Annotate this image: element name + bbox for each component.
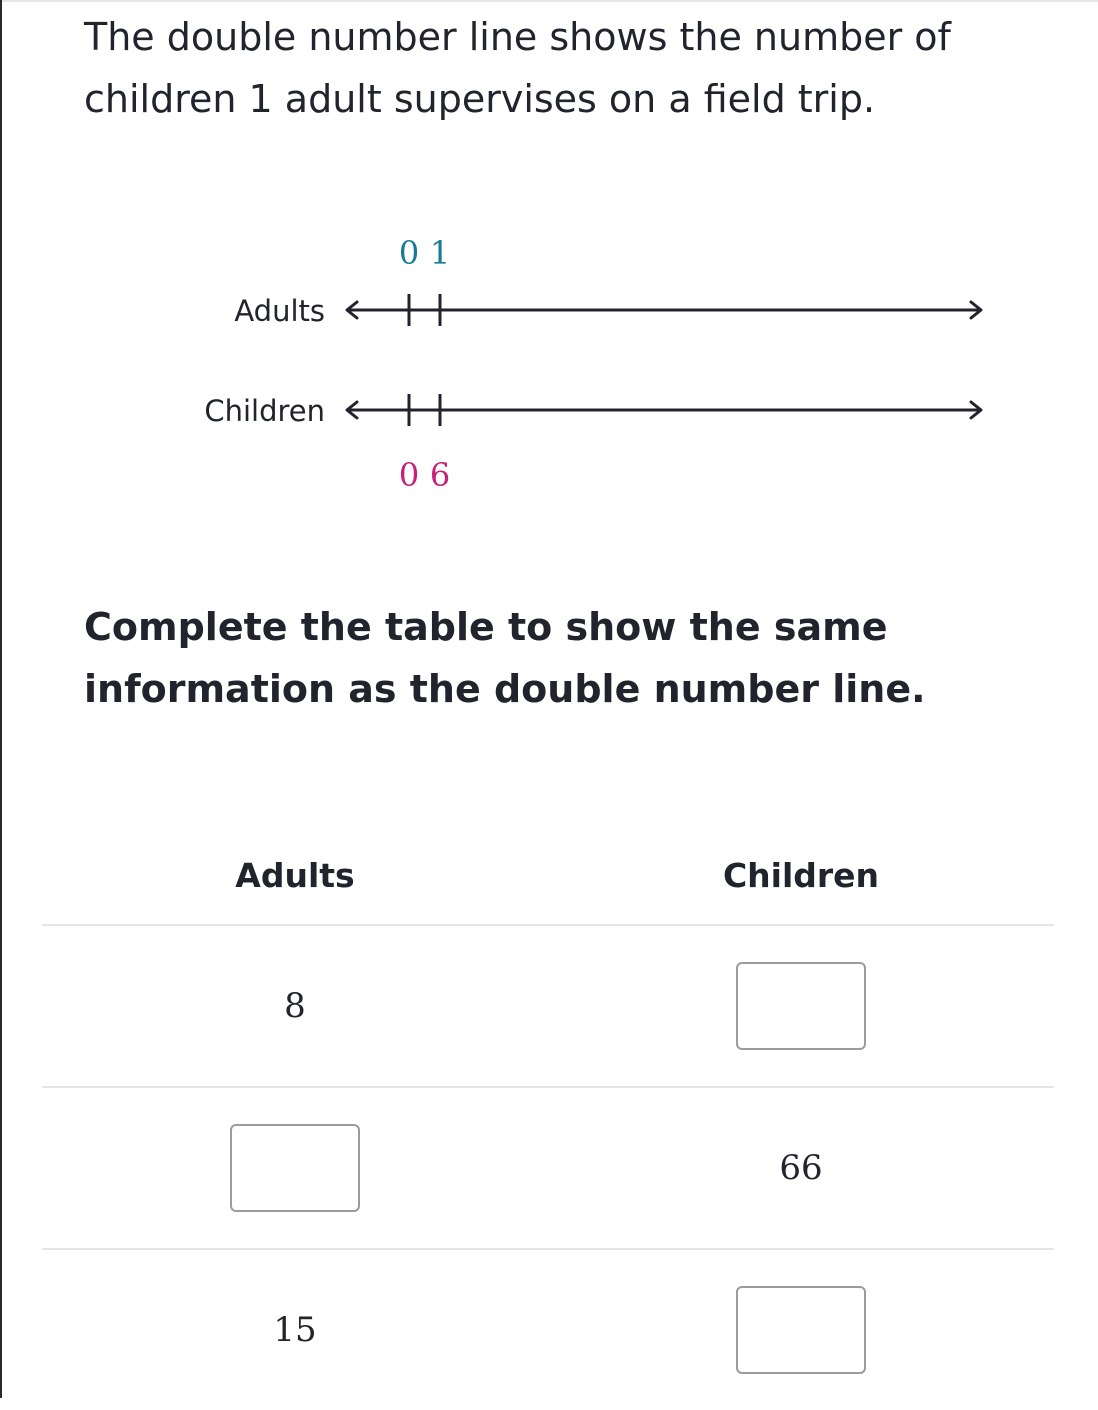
row-2-adults-cell (42, 1088, 548, 1248)
row-2-children-value: 66 (779, 1148, 823, 1188)
row-3-children-cell (548, 1250, 1054, 1410)
children-tick-label-0: 0 (398, 456, 420, 494)
intro-text: The double number line shows the number of children 1 adult supervises on a field trip. (84, 15, 951, 121)
row-2-adults-input[interactable] (230, 1124, 360, 1212)
row-1-children-input[interactable] (736, 962, 866, 1050)
question-prompt: Complete the table to show the same information as the double number line. (84, 605, 926, 711)
adults-tick-label-0: 0 (398, 234, 420, 272)
adults-tick-label-1: 1 (429, 234, 451, 272)
header-children: Children (722, 855, 880, 895)
row-3-children-input[interactable] (736, 1286, 866, 1374)
children-tick-label-1: 6 (429, 456, 451, 494)
adults-line-label: Adults (234, 294, 325, 328)
row-3-adults-value: 15 (273, 1310, 317, 1350)
header-adults: Adults (235, 855, 355, 895)
table-row (42, 926, 1054, 1088)
table-row (42, 1250, 1054, 1410)
double-number-line (0, 0, 1098, 560)
row-1-adults-value: 8 (284, 986, 306, 1026)
row-1-children-cell (548, 926, 1054, 1086)
table-row (42, 1088, 1054, 1250)
children-line-label: Children (204, 394, 325, 428)
table-header-row (42, 826, 1054, 926)
ratio-table (42, 826, 1054, 1410)
